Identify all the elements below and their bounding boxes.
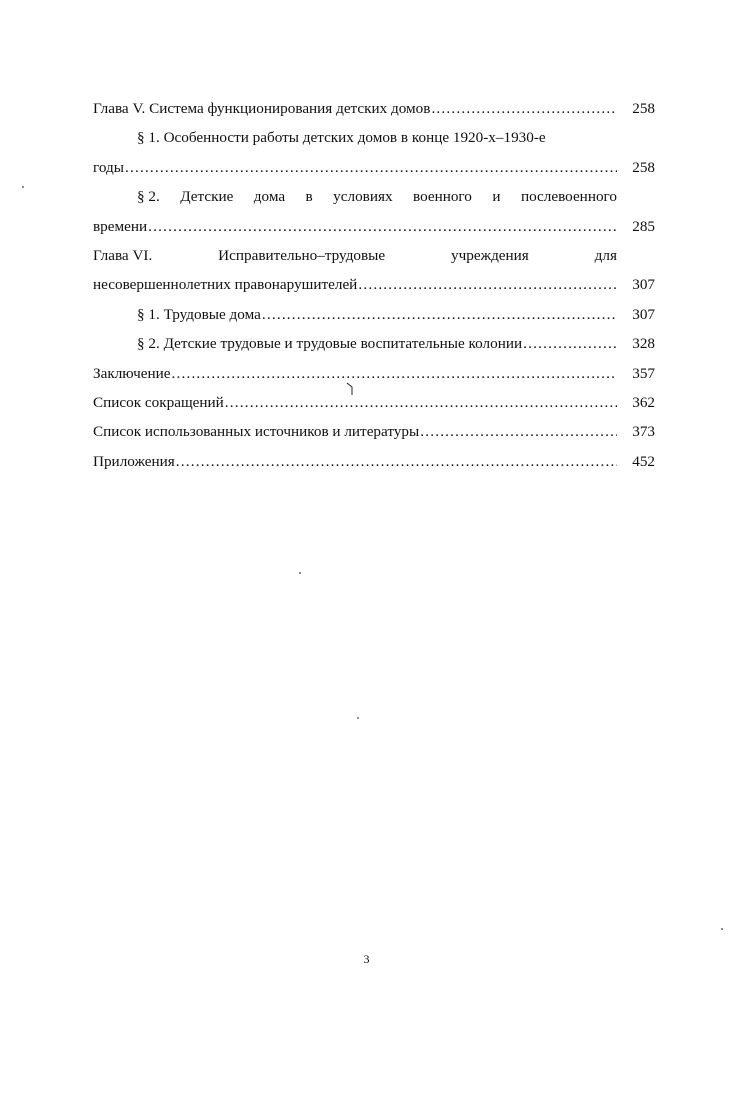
- page-number: 3: [363, 952, 370, 966]
- toc-entry-title-continued: времени: [93, 217, 148, 235]
- toc-word: Глава VI.: [93, 246, 153, 264]
- dot-leader: [224, 388, 617, 417]
- toc-word: послевоенного: [520, 188, 617, 206]
- dot-leader: [357, 270, 617, 299]
- toc-entry-chapter-6-line-2: [93, 270, 655, 299]
- toc-entry-page: 285: [632, 217, 655, 235]
- toc-entry-section-5-2-line-2: [93, 212, 655, 241]
- toc-entry-title-continued: несовершеннолетних правонарушителей: [93, 276, 358, 294]
- scan-speck: [721, 928, 723, 930]
- dot-leader: [419, 417, 617, 446]
- toc-entry-section-6-1: [93, 300, 655, 329]
- dot-leader: [124, 153, 617, 182]
- toc-entry-page: 307: [632, 305, 655, 323]
- toc-entry-chapter-5: [93, 94, 655, 123]
- toc-word: учреждения: [451, 246, 529, 264]
- dot-leader: [430, 94, 617, 123]
- toc-word: Исправительно–трудовые: [218, 246, 386, 264]
- toc-entry-title: Список сокращений: [93, 393, 224, 411]
- toc-word: в: [305, 188, 313, 206]
- toc-entry-page: 328: [632, 335, 655, 353]
- pen-mark-icon: [346, 382, 356, 396]
- toc-entry-page: 373: [632, 423, 655, 441]
- dot-leader: [261, 300, 617, 329]
- toc-entry-section-5-2-line-1: [93, 182, 655, 211]
- toc-entry-page: 362: [632, 393, 655, 411]
- toc-entry-page: 307: [632, 276, 655, 294]
- toc-entry-page: 452: [632, 452, 655, 470]
- toc-word: для: [594, 246, 617, 264]
- toc-entry-conclusion: [93, 359, 655, 388]
- scan-speck: [22, 186, 24, 188]
- toc-entry-title: § 1. Трудовые дома: [137, 305, 261, 323]
- toc-word: дома: [253, 188, 286, 206]
- toc-entry-section-5-1-line-2: [93, 153, 655, 182]
- toc-entry-title: Список использованных источников и литературы: [93, 423, 420, 441]
- toc-entry-title: § 1. Особенности работы детских домов в конце 1920-х–1930-е: [137, 129, 546, 147]
- toc-entry-page: 357: [632, 364, 655, 382]
- toc-entry-sources: [93, 417, 655, 446]
- toc-entry-appendices: [93, 447, 655, 476]
- scan-speck: [357, 717, 359, 719]
- toc-entry-title-continued: годы: [93, 158, 124, 176]
- scan-speck: [299, 572, 301, 574]
- toc-entry-title: § 2. Детские трудовые и трудовые воспитательные колонии: [137, 335, 523, 353]
- toc-entry-title: Глава V. Система функционирования детских домов: [93, 100, 431, 117]
- dot-leader: [170, 359, 617, 388]
- toc-entry-title: Заключение: [93, 364, 171, 382]
- toc-entry-section-5-1-line-1: [93, 123, 655, 152]
- toc-word: условиях: [333, 188, 393, 206]
- dot-leader: [147, 212, 617, 241]
- toc-entry-page: 258: [632, 100, 655, 117]
- table-of-contents: [93, 94, 655, 476]
- toc-word: и: [492, 188, 501, 206]
- toc-entry-page: 258: [632, 158, 655, 176]
- dot-leader: [522, 329, 617, 358]
- toc-word: военного: [413, 188, 472, 206]
- dot-leader: [175, 447, 617, 476]
- toc-word: § 2.: [137, 188, 160, 206]
- toc-entry-abbreviations: [93, 388, 655, 417]
- toc-entry-chapter-6-line-1: [93, 241, 655, 270]
- toc-entry-title: Приложения: [93, 452, 175, 470]
- toc-word: Детские: [180, 188, 234, 206]
- toc-entry-section-6-2: [93, 329, 655, 358]
